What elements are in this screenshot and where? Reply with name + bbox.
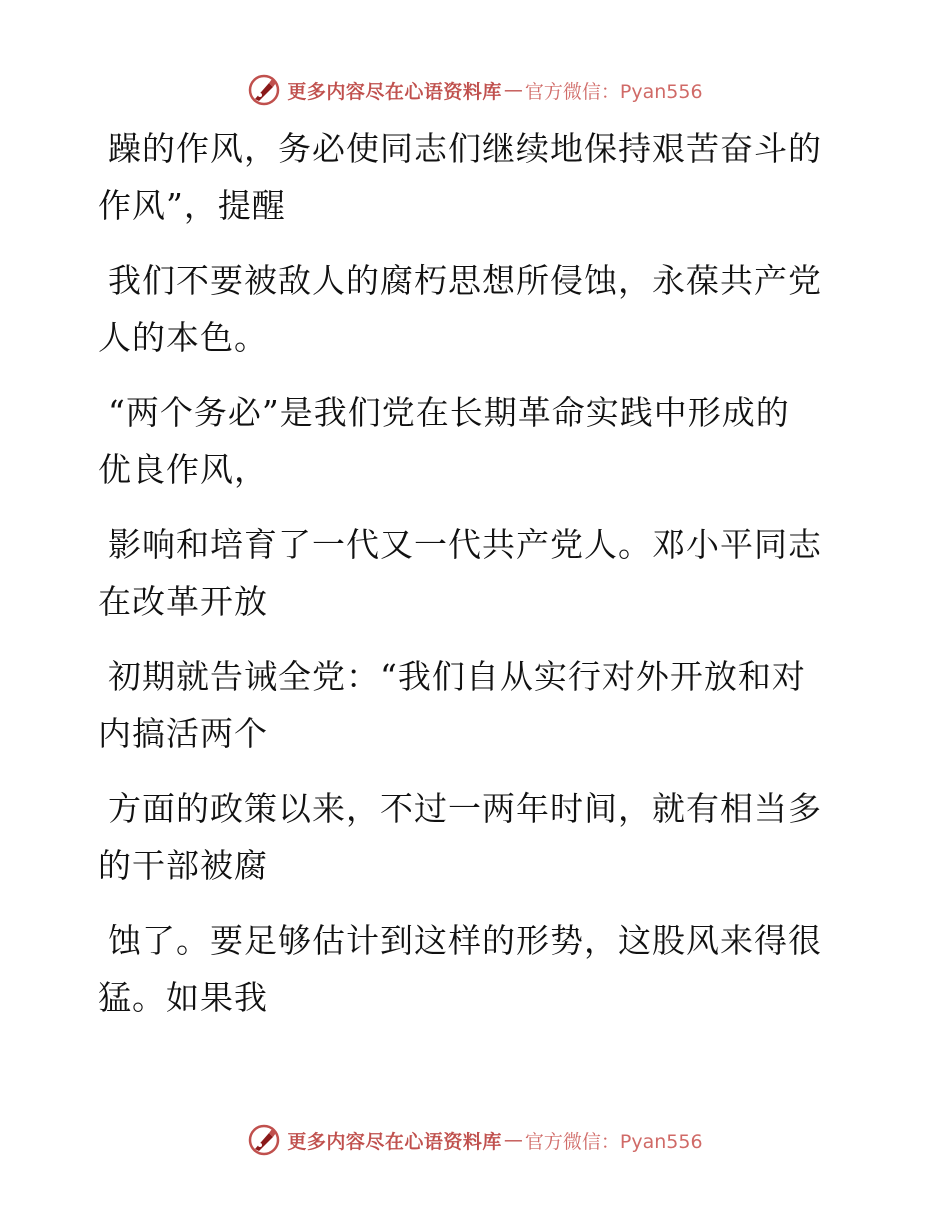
paragraph-line: 方面的政策以来，不过一两年时间，就有相当多 xyxy=(108,789,822,828)
header-watermark xyxy=(0,70,950,110)
paragraph-line: 躁的作风，务必使同志们继续地保持艰苦奋斗的 xyxy=(108,129,822,168)
footer-wechat-text: 官方微信：Pyan556 xyxy=(524,1130,703,1153)
paragraph-2 xyxy=(98,252,838,366)
paragraph-7 xyxy=(98,912,838,1026)
header-dash: — xyxy=(503,79,523,101)
paragraph-3 xyxy=(98,384,838,498)
paragraph-line: 我们不要被敌人的腐朽思想所侵蚀，永葆共产党 xyxy=(108,261,822,300)
paragraph-line: 的干部被腐 xyxy=(98,846,268,885)
paragraph-line: 作风”，提醒 xyxy=(98,186,286,225)
footer-watermark xyxy=(0,1120,950,1160)
pen-logo-icon xyxy=(247,1123,281,1157)
paragraph-line: 蚀了。要足够估计到这样的形势，这股风来得很 xyxy=(108,921,822,960)
paragraph-4 xyxy=(98,516,838,630)
paragraph-line: 优良作风， xyxy=(98,450,268,489)
pen-logo-icon xyxy=(247,73,281,107)
footer-site-text: 更多内容尽在心语资料库 xyxy=(287,1130,502,1153)
paragraph-line: “两个务必”是我们党在长期革命实践中形成的 xyxy=(108,393,790,432)
paragraph-line: 在改革开放 xyxy=(98,582,268,621)
paragraph-line: 猛。如果我 xyxy=(98,978,268,1017)
footer-dash: — xyxy=(503,1129,523,1151)
paragraph-6 xyxy=(98,780,838,894)
header-wechat-text: 官方微信：Pyan556 xyxy=(524,80,703,103)
paragraph-line: 影响和培育了一代又一代共产党人。邓小平同志 xyxy=(108,525,822,564)
document-body xyxy=(98,120,838,1044)
paragraph-line: 内搞活两个 xyxy=(98,714,268,753)
paragraph-1 xyxy=(98,120,838,234)
paragraph-line: 人的本色。 xyxy=(98,318,268,357)
header-site-text: 更多内容尽在心语资料库 xyxy=(287,80,502,103)
paragraph-5 xyxy=(98,648,838,762)
paragraph-line: 初期就告诫全党：“我们自从实行对外开放和对 xyxy=(108,657,806,696)
